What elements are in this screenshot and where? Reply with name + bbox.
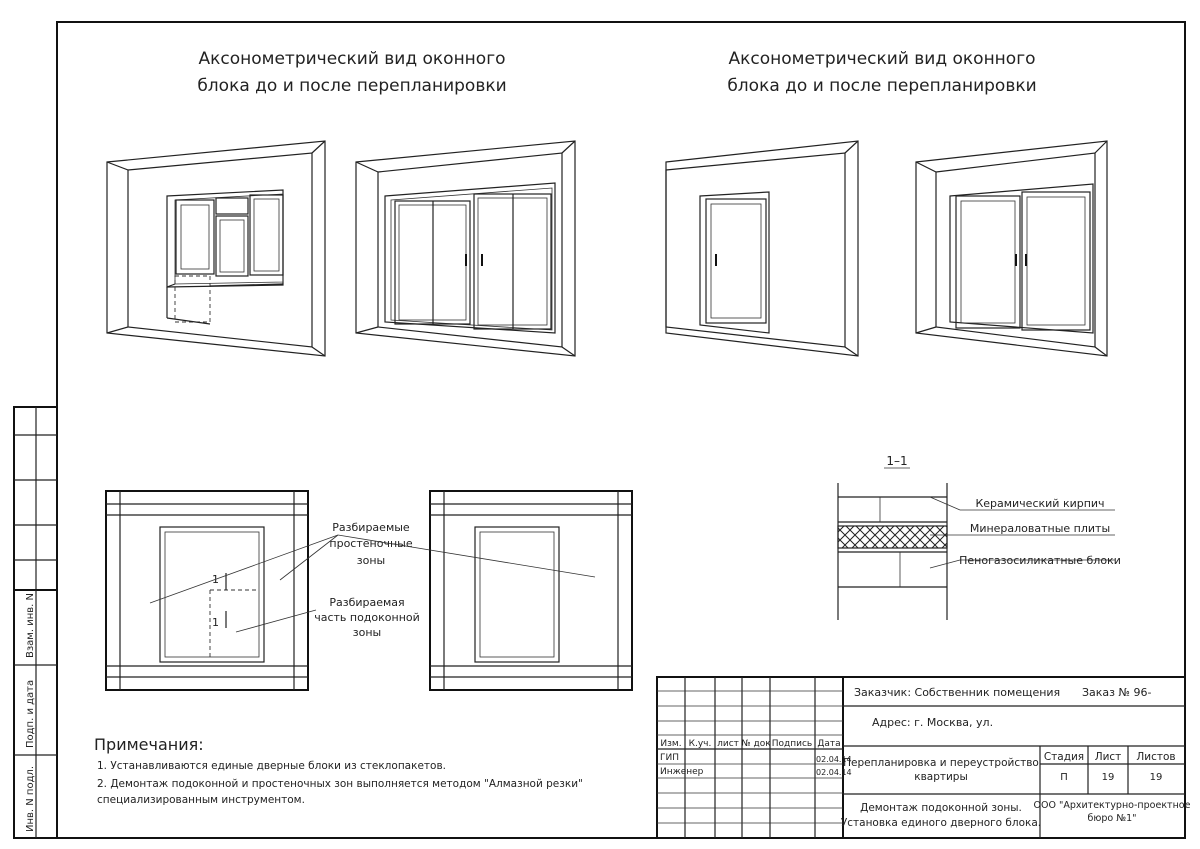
hdr-list: лист bbox=[717, 739, 739, 749]
company-name-1: ООО "Архитектурно-проектное bbox=[1033, 800, 1191, 811]
partition-zones-label-3: зоны bbox=[356, 554, 386, 567]
axon-view-after-1 bbox=[356, 141, 575, 356]
row-engineer-date: 02.04.14 bbox=[816, 768, 852, 777]
note-1: 1. Устанавливаются единые дверные блоки из стеклопакетов. bbox=[97, 760, 446, 772]
row-engineer-role: Инженер bbox=[660, 767, 704, 777]
note-2: 2. Демонтаж подоконной и простеночных зон выполняется методом "Алмазной резки" bbox=[97, 778, 583, 790]
row-gip-role: ГИП bbox=[660, 753, 679, 763]
layer-foam-blocks-label: Пеногазосиликатные блоки bbox=[959, 554, 1121, 567]
row-gip-date: 02.04.14 bbox=[816, 755, 852, 764]
project-title-2: квартиры bbox=[914, 771, 968, 783]
hdr-podpis: Подпись bbox=[771, 739, 813, 749]
hdr-data: Дата bbox=[817, 739, 841, 749]
sheet-frame bbox=[57, 22, 1185, 838]
title-block bbox=[657, 677, 1191, 838]
axon-title-left-line1: Аксонометрический вид оконного bbox=[198, 49, 506, 69]
hdr-izm: Изм. bbox=[660, 739, 682, 749]
note-2-cont: специализированным инструментом. bbox=[97, 794, 305, 806]
axon-view-before-1 bbox=[107, 141, 325, 356]
company-name-2: бюро №1" bbox=[1087, 813, 1137, 824]
layer-brick-label: Керамический кирпич bbox=[975, 497, 1105, 510]
axon-view-before-2 bbox=[666, 141, 858, 356]
sill-part-label-1: Разбираемая bbox=[329, 596, 405, 609]
plan-after bbox=[430, 491, 632, 690]
axon-title-left bbox=[197, 49, 506, 96]
side-stamp bbox=[14, 407, 57, 838]
stamp-inv-podl: Инв. N подл. bbox=[25, 765, 36, 832]
stamp-podp-data: Подп. и дата bbox=[25, 679, 36, 748]
section-mark-top: 1 bbox=[212, 573, 219, 586]
sill-part-label-3: зоны bbox=[352, 626, 382, 639]
sheet-value: 19 bbox=[1101, 772, 1115, 783]
stamp-vzam-inv: Взам. инв. N bbox=[25, 593, 36, 658]
project-title-1: Перепланировка и переустройство bbox=[843, 757, 1039, 769]
section-title: 1–1 bbox=[886, 454, 908, 468]
section-1-1 bbox=[838, 454, 1121, 620]
partition-zones-label-2: простеночные bbox=[329, 537, 413, 550]
hdr-ndok: № док bbox=[741, 739, 771, 749]
notes-heading: Примечания: bbox=[94, 735, 204, 754]
address-text: Адрес: г. Москва, ул. bbox=[872, 716, 994, 729]
drawing-title-1: Демонтаж подоконной зоны. bbox=[860, 802, 1022, 814]
customer-text: Заказчик: Собственник помещения bbox=[854, 686, 1061, 699]
sheets-value: 19 bbox=[1149, 772, 1163, 783]
axon-view-after-2 bbox=[916, 141, 1107, 356]
sill-part-label-2: часть подоконной bbox=[314, 611, 420, 624]
layer-mineral-wool-label: Минераловатные плиты bbox=[969, 522, 1111, 535]
axon-title-right-line1: Аксонометрический вид оконного bbox=[728, 49, 1036, 69]
drawing-title-2: Установка единого дверного блока. bbox=[840, 817, 1042, 829]
order-text: Заказ № 96- bbox=[1082, 686, 1152, 699]
sheet-label: Лист bbox=[1094, 751, 1122, 763]
plan-before bbox=[106, 491, 308, 690]
stage-label: Стадия bbox=[1043, 751, 1085, 763]
axon-title-left-line2: блока до и после перепланировки bbox=[197, 76, 507, 96]
axon-title-right bbox=[727, 49, 1036, 96]
partition-zones-label-1: Разбираемые bbox=[332, 521, 410, 534]
section-mark-bottom: 1 bbox=[212, 616, 219, 629]
sheets-label: Листов bbox=[1136, 751, 1176, 763]
stage-value: П bbox=[1060, 772, 1068, 783]
hdr-kuch: К.уч. bbox=[688, 739, 712, 749]
notes bbox=[94, 735, 583, 806]
axon-title-right-line2: блока до и после перепланировки bbox=[727, 76, 1037, 96]
